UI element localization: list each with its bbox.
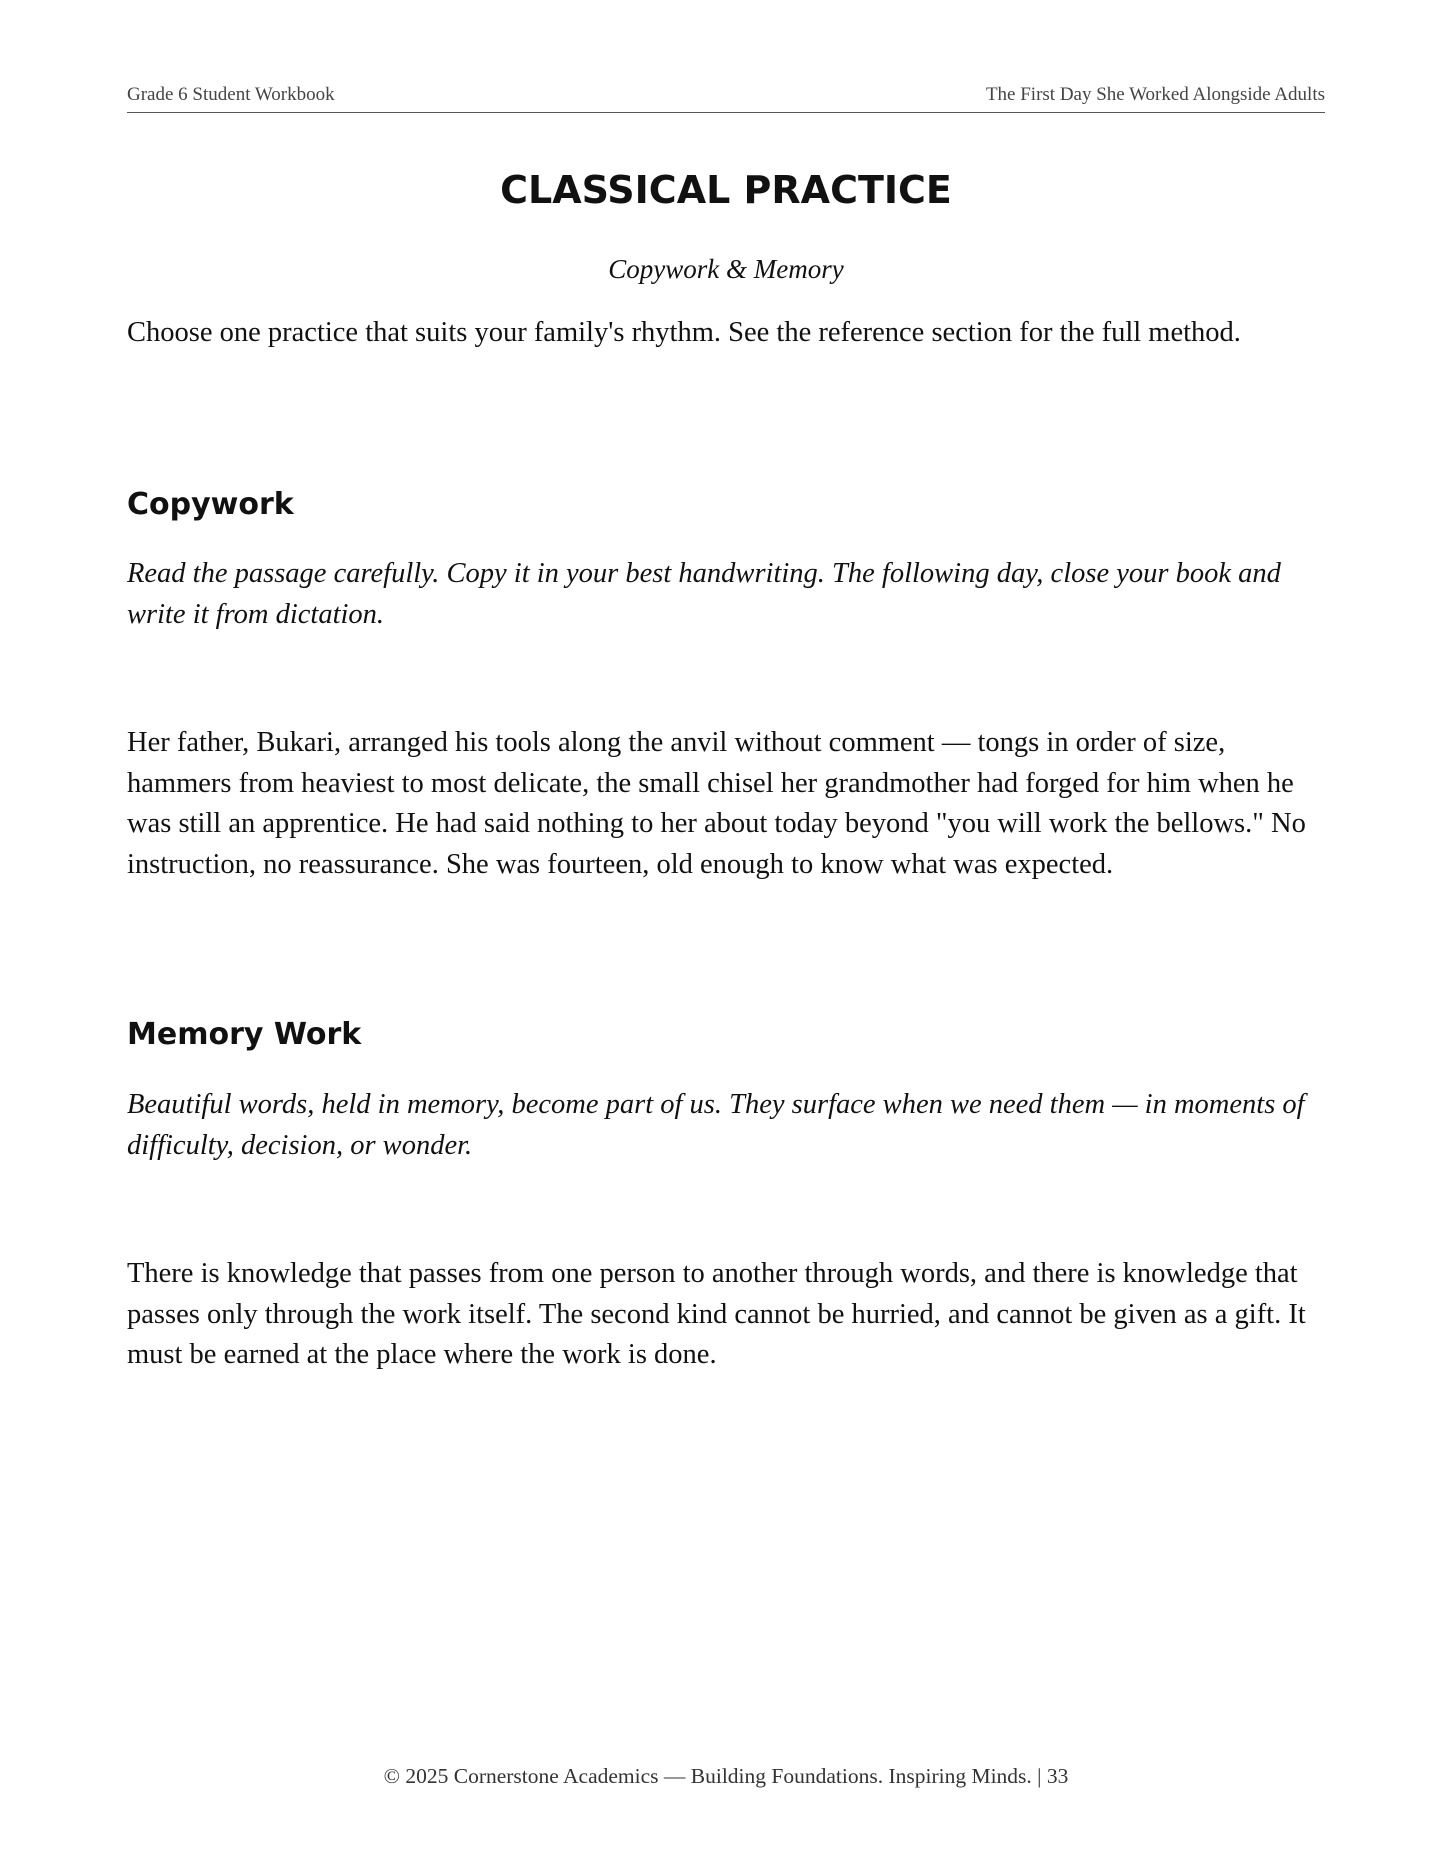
- header-chapter-title: The First Day She Worked Alongside Adults: [985, 84, 1325, 105]
- memory-work-instructions: Beautiful words, held in memory, become part of us. They surface when we need them — in moments of difficulty, decision, or wonder.: [127, 1089, 1305, 1161]
- header-book-title: Grade 6 Student Workbook: [127, 84, 335, 105]
- page-title: CLASSICAL PRACTICE: [500, 168, 952, 212]
- copywork-instructions: Read the passage carefully. Copy it in your best handwriting. The following day, close your book and write it from dictation.: [127, 558, 1281, 630]
- memory-work-passage: There is knowledge that passes from one person to another through words, and there is knowledge that passes only through the work itself. The second kind cannot be hurried, and cannot be given as a gift. It must be earned at the place where the work is done.: [127, 1258, 1306, 1370]
- memory-work-heading: Memory Work: [127, 1017, 362, 1052]
- running-header: [127, 84, 1325, 113]
- page-subtitle: Copywork & Memory: [608, 254, 844, 284]
- copywork-heading: Copywork: [127, 487, 294, 522]
- intro-text: Choose one practice that suits your family's rhythm. See the reference section for the full method.: [127, 317, 1241, 348]
- copywork-passage: Her father, Bukari, arranged his tools along the anvil without comment — tongs in order of size, hammers from heaviest to most delicate, the small chisel her grandmother had forged for him when he was still an apprentice. He had said nothing to her about today beyond "you will work the bellows." No instruction, no reassurance. She was fourteen, old enough to know what was expected.: [127, 727, 1306, 880]
- page-footer: © 2025 Cornerstone Academics — Building Foundations. Inspiring Minds. | 33: [383, 1764, 1069, 1788]
